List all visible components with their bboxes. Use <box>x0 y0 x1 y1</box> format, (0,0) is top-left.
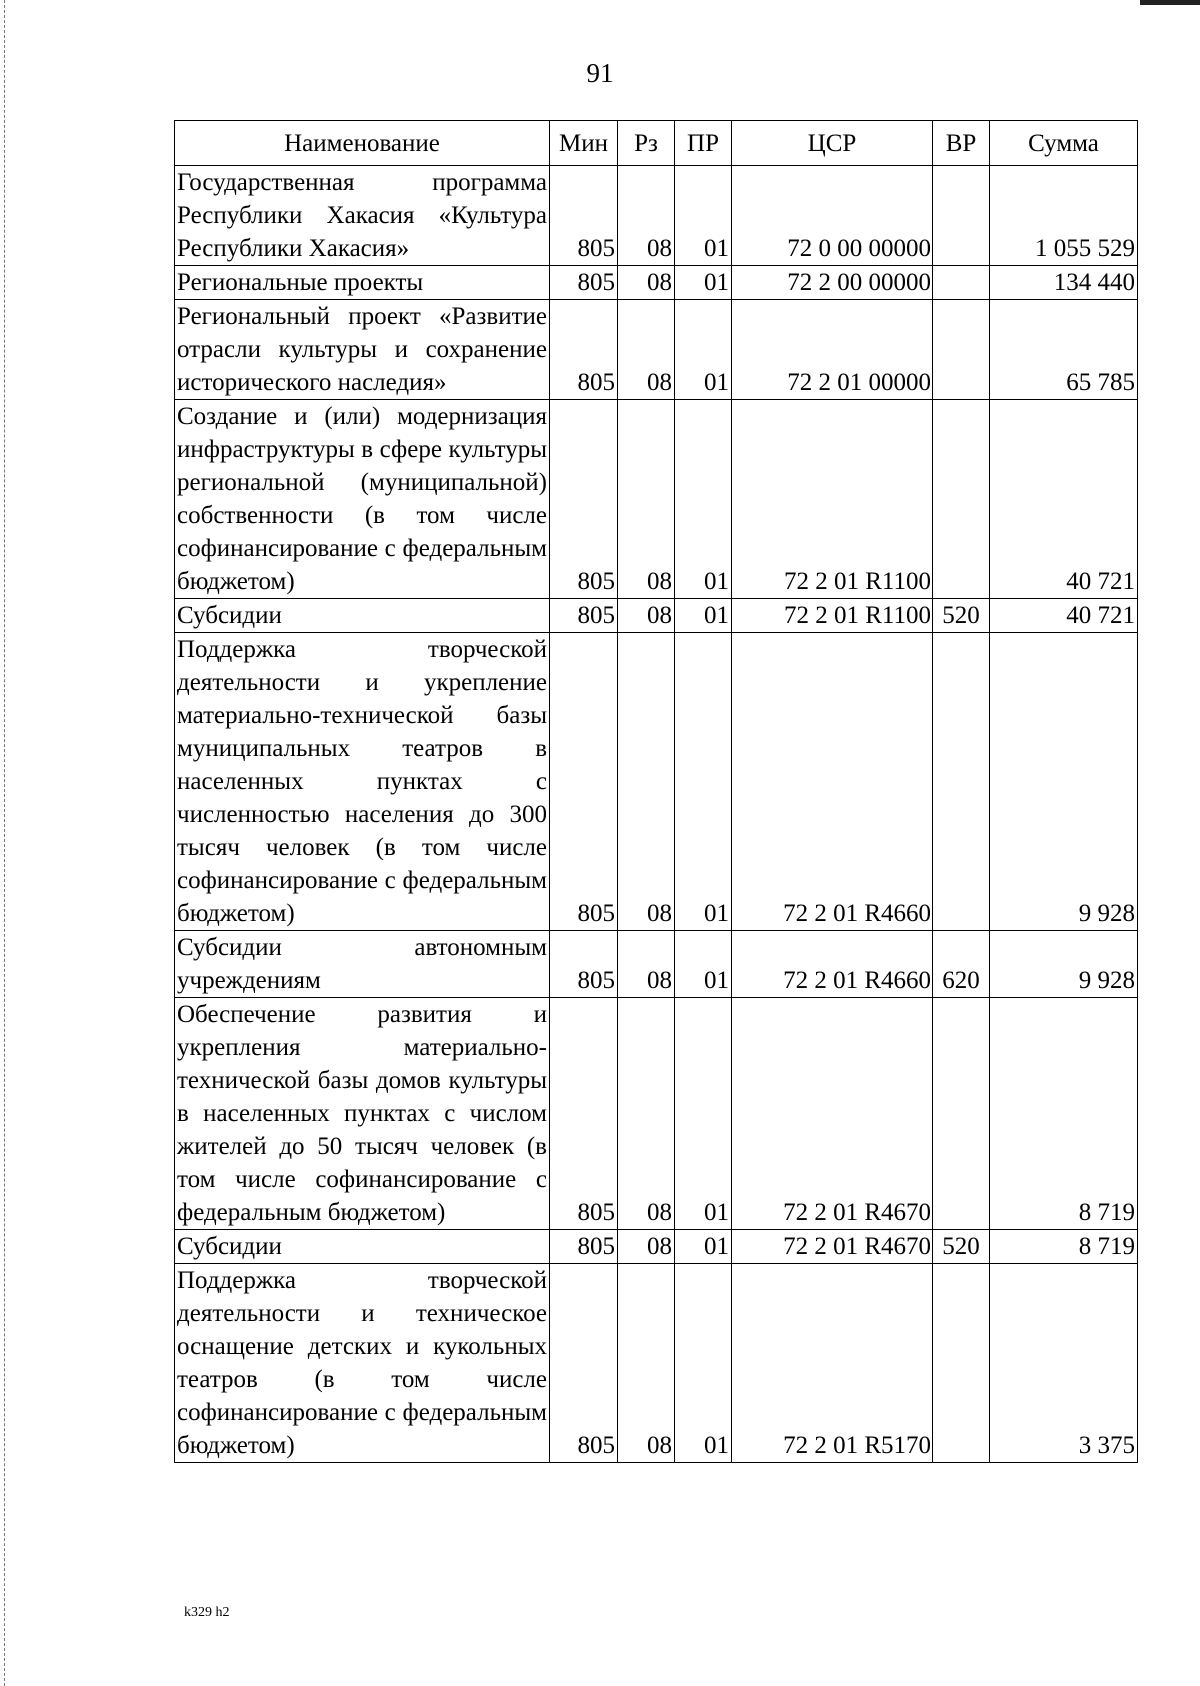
row-name: Поддержка творческой деятельности и техническое оснащение детских и кукольных театров (в том числе софинансирование с федеральным бюджетом) <box>175 1264 550 1463</box>
row-sum: 65 785 <box>990 300 1138 400</box>
row-pr: 01 <box>675 931 732 998</box>
table-row <box>175 166 1138 266</box>
header-min: Мин <box>550 121 618 166</box>
row-csr: 72 2 01 R4670 <box>732 1230 933 1264</box>
table-row <box>175 1264 1138 1463</box>
row-sum: 1 055 529 <box>990 166 1138 266</box>
scan-corner-mark <box>1140 0 1200 5</box>
row-min: 805 <box>550 400 618 599</box>
row-pr: 01 <box>675 633 732 931</box>
row-rz: 08 <box>618 266 675 300</box>
row-name: Обеспечение развития и укрепления материально-технической базы домов культуры в населенных пунктах с числом жителей до 50 тысяч человек (в том числе софинансирование с федеральным бюджетом) <box>175 998 550 1230</box>
table-row <box>175 300 1138 400</box>
row-name: Поддержка творческой деятельности и укрепление материально-технической базы муниципальных театров в населенных пунктах с численностью населения до 300 тысяч человек (в том числе софинансирование с федеральным бюджетом) <box>175 633 550 931</box>
header-vr: ВР <box>933 121 990 166</box>
row-csr: 72 2 01 R1100 <box>732 599 933 633</box>
row-vr <box>933 1264 990 1463</box>
table-row <box>175 400 1138 599</box>
header-csr: ЦСР <box>732 121 933 166</box>
row-name: Государственная программа Республики Хакасия «Культура Республики Хакасия» <box>175 166 550 266</box>
row-rz: 08 <box>618 599 675 633</box>
row-name: Субсидии автономным учреждениям <box>175 931 550 998</box>
row-vr <box>933 166 990 266</box>
header-rz: Рз <box>618 121 675 166</box>
row-csr: 72 2 01 R4660 <box>732 931 933 998</box>
footer-code: k329 h2 <box>184 1605 230 1620</box>
row-vr: 620 <box>933 931 990 998</box>
scan-margin-line <box>4 0 5 1686</box>
table-header-row <box>175 121 1138 166</box>
row-pr: 01 <box>675 166 732 266</box>
row-name: Создание и (или) модернизация инфраструктуры в сфере культуры региональной (муниципальной) собственности (в том числе софинансирование с федеральным бюджетом) <box>175 400 550 599</box>
row-vr: 520 <box>933 1230 990 1264</box>
header-pr: ПР <box>675 121 732 166</box>
row-sum: 8 719 <box>990 998 1138 1230</box>
row-min: 805 <box>550 266 618 300</box>
row-csr: 72 0 00 00000 <box>732 166 933 266</box>
row-min: 805 <box>550 166 618 266</box>
row-csr: 72 2 01 R1100 <box>732 400 933 599</box>
table-row <box>175 931 1138 998</box>
row-rz: 08 <box>618 166 675 266</box>
row-sum: 40 721 <box>990 400 1138 599</box>
row-csr: 72 2 01 R5170 <box>732 1264 933 1463</box>
row-min: 805 <box>550 300 618 400</box>
row-rz: 08 <box>618 998 675 1230</box>
budget-table <box>174 120 1138 1463</box>
table-row <box>175 1230 1138 1264</box>
row-name: Региональные проекты <box>175 266 550 300</box>
row-min: 805 <box>550 998 618 1230</box>
table-row <box>175 998 1138 1230</box>
row-pr: 01 <box>675 998 732 1230</box>
row-pr: 01 <box>675 400 732 599</box>
row-sum: 40 721 <box>990 599 1138 633</box>
row-sum: 8 719 <box>990 1230 1138 1264</box>
row-pr: 01 <box>675 1264 732 1463</box>
row-min: 805 <box>550 1230 618 1264</box>
row-min: 805 <box>550 633 618 931</box>
row-name: Региональный проект «Развитие отрасли культуры и сохранение исторического наследия» <box>175 300 550 400</box>
row-sum: 134 440 <box>990 266 1138 300</box>
row-pr: 01 <box>675 1230 732 1264</box>
row-csr: 72 2 01 R4660 <box>732 633 933 931</box>
row-vr <box>933 400 990 599</box>
row-vr <box>933 998 990 1230</box>
row-vr <box>933 266 990 300</box>
row-rz: 08 <box>618 931 675 998</box>
row-csr: 72 2 01 00000 <box>732 300 933 400</box>
row-pr: 01 <box>675 266 732 300</box>
row-rz: 08 <box>618 400 675 599</box>
row-vr: 520 <box>933 599 990 633</box>
row-sum: 9 928 <box>990 633 1138 931</box>
row-min: 805 <box>550 599 618 633</box>
page-number: 91 <box>586 58 614 88</box>
row-sum: 3 375 <box>990 1264 1138 1463</box>
table-row <box>175 599 1138 633</box>
header-name: Наименование <box>175 121 550 166</box>
row-csr: 72 2 00 00000 <box>732 266 933 300</box>
row-min: 805 <box>550 1264 618 1463</box>
row-pr: 01 <box>675 599 732 633</box>
row-name: Субсидии <box>175 1230 550 1264</box>
table-row <box>175 633 1138 931</box>
row-rz: 08 <box>618 1264 675 1463</box>
row-name: Субсидии <box>175 599 550 633</box>
row-rz: 08 <box>618 1230 675 1264</box>
row-min: 805 <box>550 931 618 998</box>
row-rz: 08 <box>618 300 675 400</box>
row-sum: 9 928 <box>990 931 1138 998</box>
header-sum: Сумма <box>990 121 1138 166</box>
table-row <box>175 266 1138 300</box>
row-vr <box>933 633 990 931</box>
row-vr <box>933 300 990 400</box>
row-rz: 08 <box>618 633 675 931</box>
row-csr: 72 2 01 R4670 <box>732 998 933 1230</box>
row-pr: 01 <box>675 300 732 400</box>
